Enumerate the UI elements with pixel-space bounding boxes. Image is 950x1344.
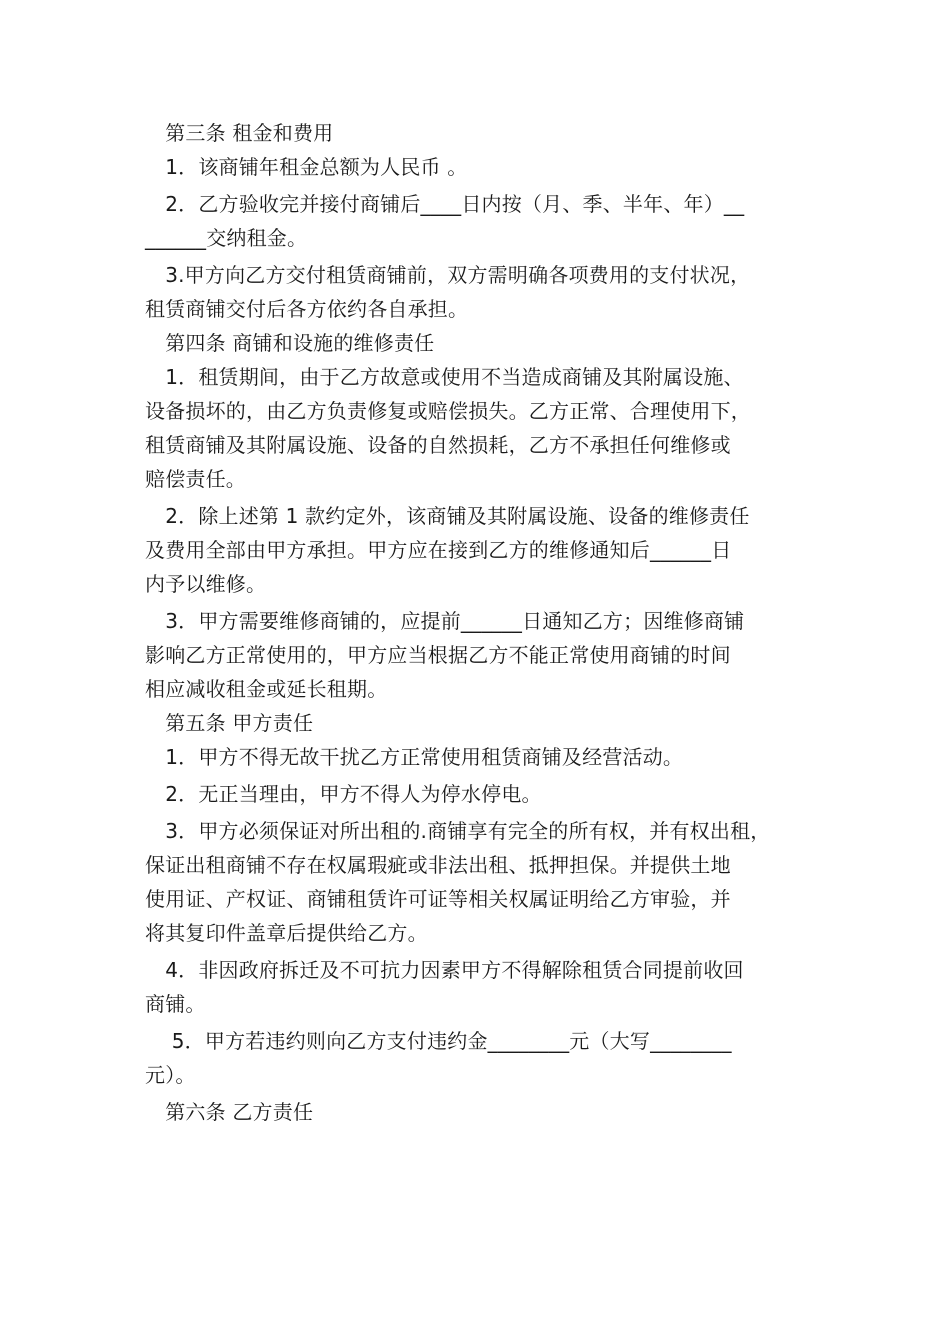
article-3-clause-3-line-2: 租赁商铺交付后各方依约各自承担。 bbox=[145, 297, 469, 321]
article-5-clause-1: 1．甲方不得无故干扰乙方正常使用租赁商铺及经营活动。 bbox=[145, 745, 684, 769]
article-5-clause-3-line-3: 使用证、产权证、商铺租赁许可证等相关权属证明给乙方审验，并 bbox=[145, 887, 731, 911]
article-4-clause-2-line-2: 及费用全部由甲方承担。甲方应在接到乙方的维修通知后______日 bbox=[145, 538, 732, 562]
article-4-clause-2-line-3: 内予以维修。 bbox=[145, 572, 267, 596]
article-3-clause-1: 1．该商铺年租金总额为人民币 。 bbox=[145, 155, 468, 179]
article-5-clause-4-line-1: 4．非因政府拆迁及不可抗力因素甲方不得解除租赁合同提前收回 bbox=[145, 958, 744, 982]
article-4-clause-1-line-3: 租赁商铺及其附属设施、设备的自然损耗，乙方不承担任何维修或 bbox=[145, 433, 731, 457]
article-5-clause-2: 2．无正当理由，甲方不得人为停水停电。 bbox=[145, 782, 542, 806]
article-4-clause-3-line-2: 影响乙方正常使用的，甲方应当根据乙方不能正常使用商铺的时间 bbox=[145, 643, 731, 667]
article-3-heading: 第三条 租金和费用 bbox=[145, 121, 334, 145]
article-5-clause-3-line-4: 将其复印件盖章后提供给乙方。 bbox=[145, 921, 428, 945]
article-5-clause-4-line-2: 商铺。 bbox=[145, 992, 206, 1016]
article-5-clause-3-line-2: 保证出租商铺不存在权属瑕疵或非法出租、抵押担保。并提供土地 bbox=[145, 853, 731, 877]
article-3-clause-3-line-1: 3.甲方向乙方交付租赁商铺前，双方需明确各项费用的支付状况， bbox=[145, 263, 751, 287]
article-3-clause-2-line-2: ______交纳租金。 bbox=[145, 226, 308, 250]
article-4-heading: 第四条 商铺和设施的维修责任 bbox=[145, 331, 435, 355]
article-3-clause-2-line-1: 2．乙方验收完并接付商铺后____日内按（月、季、半年、年）__ bbox=[145, 192, 745, 216]
article-5-clause-3-line-1: 3．甲方必须保证对所出租的.商铺享有完全的所有权，并有权出租， bbox=[145, 819, 771, 843]
article-4-clause-1-line-1: 1．租赁期间，由于乙方故意或使用不当造成商铺及其附属设施、 bbox=[145, 365, 744, 389]
article-4-clause-1-line-2: 设备损坏的，由乙方负责修复或赔偿损失。乙方正常、合理使用下， bbox=[145, 399, 751, 423]
article-4-clause-3-line-1: 3．甲方需要维修商铺的，应提前______日通知乙方；因维修商铺 bbox=[145, 609, 745, 633]
article-5-clause-5-line-1: 5．甲方若违约则向乙方支付违约金________元（大写________ bbox=[145, 1029, 732, 1053]
article-4-clause-2-line-1: 2．除上述第 1 款约定外，该商铺及其附属设施、设备的维修责任 bbox=[145, 504, 750, 528]
article-6-heading: 第六条 乙方责任 bbox=[145, 1100, 314, 1124]
article-4-clause-1-line-4: 赔偿责任。 bbox=[145, 467, 246, 491]
document-body bbox=[145, 116, 813, 1129]
article-4-clause-3-line-3: 相应减收租金或延长租期。 bbox=[145, 677, 388, 701]
article-5-heading: 第五条 甲方责任 bbox=[145, 711, 314, 735]
article-5-clause-5-line-2: 元）。 bbox=[145, 1063, 196, 1087]
